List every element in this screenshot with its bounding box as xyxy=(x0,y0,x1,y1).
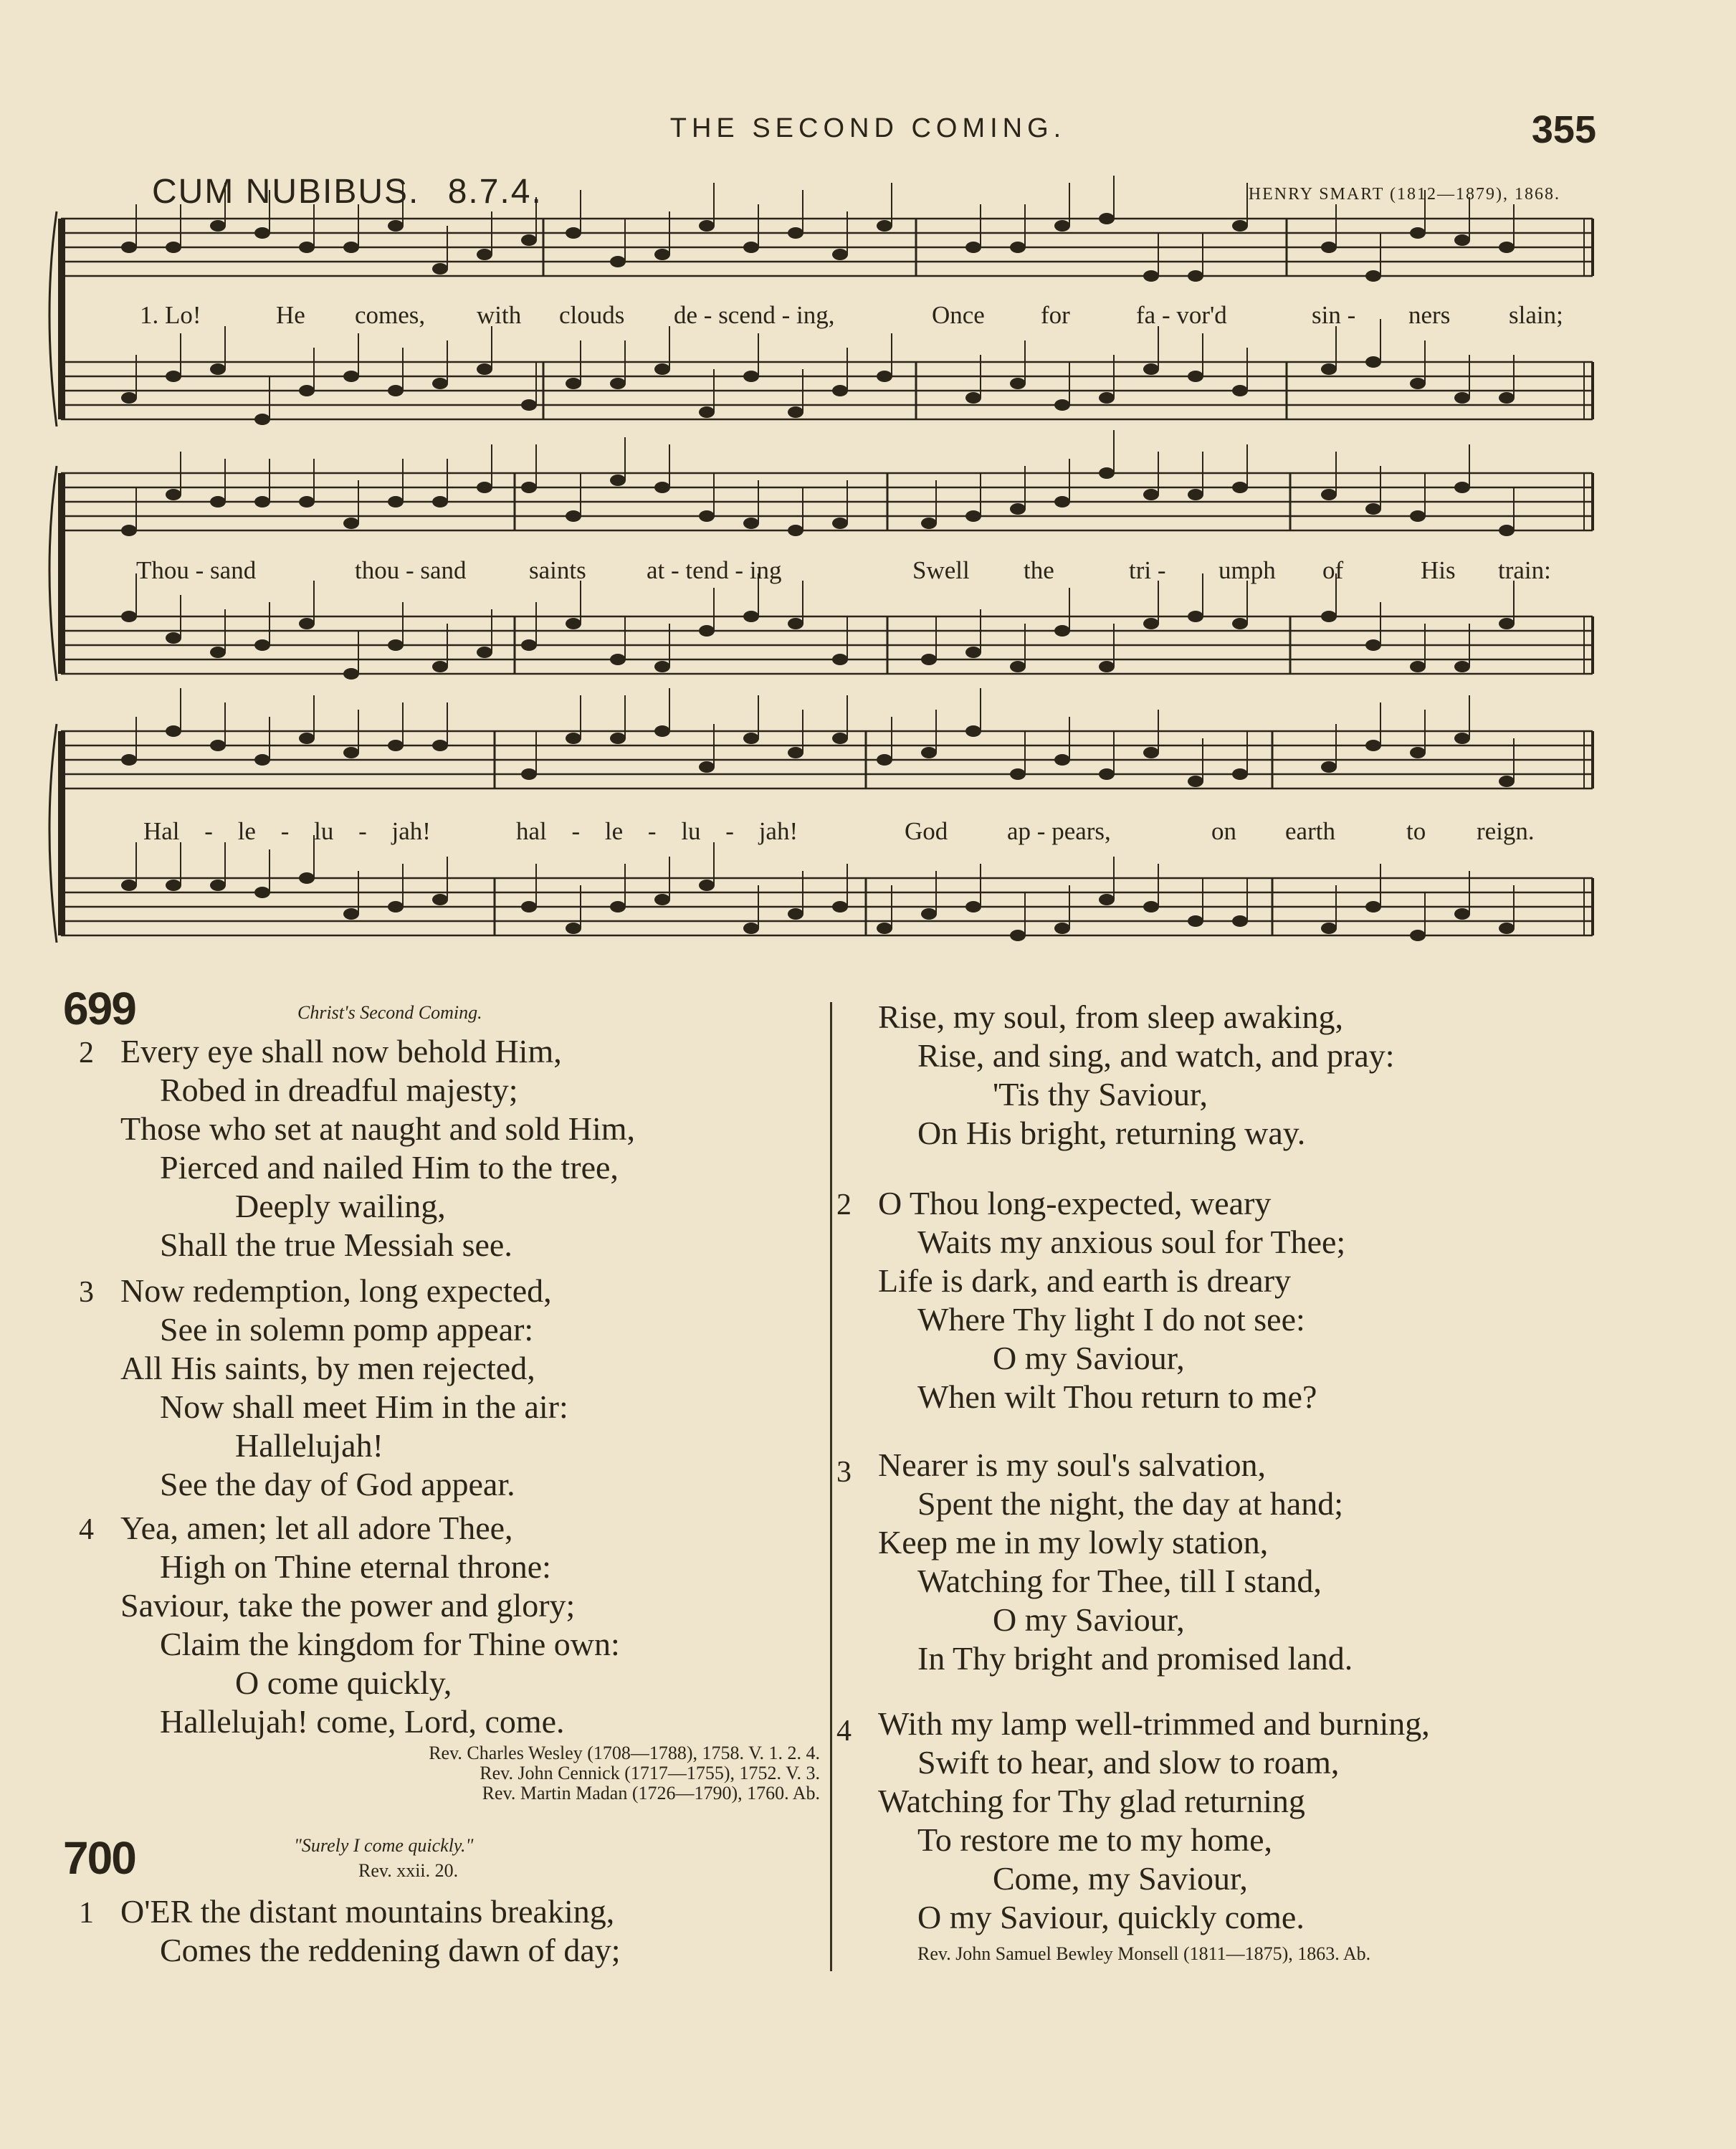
lyric-syllable: reign. xyxy=(1477,817,1535,845)
lyric-syllable: ap - pears, xyxy=(1007,817,1111,845)
verse-line: Saviour, take the power and glory; xyxy=(120,1587,576,1624)
verse-line: Every eye shall now behold Him, xyxy=(120,1033,562,1069)
lyric-syllable: Thou - sand xyxy=(136,556,257,584)
verse-number: 3 xyxy=(79,1276,94,1309)
hymn-699-verse-3 xyxy=(79,1272,568,1504)
music-lyrics-line-3 xyxy=(0,817,1736,849)
lyric-syllable: clouds xyxy=(559,301,625,329)
credit-line: Rev. John Cennick (1717—1755), 1752. V. 3. xyxy=(480,1763,820,1783)
verse-line: Keep me in my lowly station, xyxy=(878,1524,1269,1560)
lyric-syllable: ners xyxy=(1408,301,1451,329)
verse-line: Nearer is my soul's salvation, xyxy=(878,1447,1267,1483)
verse-line: In Thy bright and promised land. xyxy=(917,1640,1353,1677)
running-title: THE SECOND COMING. xyxy=(669,113,1067,143)
verse-line: Spent the night, the day at hand; xyxy=(917,1485,1344,1522)
hymn-title-700: "Surely I come quickly." xyxy=(294,1835,474,1856)
hymn-number-700: 700 xyxy=(63,1832,135,1884)
verse-line: Robed in dreadful majesty; xyxy=(160,1072,518,1108)
lyric-syllable: He xyxy=(276,301,305,329)
lyric-syllable: Once xyxy=(932,301,985,329)
verse-line: Pierced and nailed Him to the tree, xyxy=(160,1149,619,1186)
lyric-syllable: umph xyxy=(1218,556,1276,584)
lyric-syllable: for xyxy=(1041,301,1070,329)
music-lyrics-line-2 xyxy=(0,556,1736,588)
verse-line: On His bright, returning way. xyxy=(917,1115,1306,1151)
verse-line: Now redemption, long expected, xyxy=(120,1272,552,1309)
verse-line: 'Tis thy Saviour, xyxy=(993,1076,1208,1112)
hymn-699-credits xyxy=(429,1743,820,1803)
verse-line: O my Saviour, xyxy=(993,1340,1185,1376)
column-divider xyxy=(830,1002,832,1971)
verse-line: Rise, my soul, from sleep awaking, xyxy=(878,999,1344,1035)
verse-line: Waits my anxious soul for Thee; xyxy=(917,1224,1346,1260)
verse-line: Claim the kingdom for Thine own: xyxy=(160,1626,620,1662)
hymn-700-verse-1-continued xyxy=(878,998,1395,1153)
verse-line: Now shall meet Him in the air: xyxy=(160,1388,568,1425)
lyric-syllable: hal - le - lu - jah! xyxy=(516,817,798,845)
verse-line: Watching for Thee, till I stand, xyxy=(917,1563,1322,1599)
tune-meter: 8.7.4. xyxy=(447,173,543,211)
verse-line: Hallelujah! xyxy=(235,1427,383,1464)
hymn-title-699: Christ's Second Coming. xyxy=(297,1002,482,1023)
verse-line: Hallelujah! come, Lord, come. xyxy=(160,1703,565,1740)
verse-number: 3 xyxy=(836,1456,852,1489)
verse-line: All His saints, by men rejected, xyxy=(120,1350,535,1386)
lyric-syllable: His xyxy=(1421,556,1456,584)
lyric-syllable: of xyxy=(1322,556,1344,584)
lyric-syllable: sin - xyxy=(1312,301,1356,329)
verse-line: See the day of God appear. xyxy=(160,1466,515,1502)
credit-line: Rev. Charles Wesley (1708—1788), 1758. V. 1. 2. 4. xyxy=(429,1743,820,1763)
lyric-syllable: tri - xyxy=(1129,556,1166,584)
hymn-699-verse-2 xyxy=(79,1032,636,1264)
lyric-syllable: Hal - le - lu - jah! xyxy=(143,817,431,845)
verse-line: O my Saviour, quickly come. xyxy=(917,1899,1305,1935)
hymn-699-verse-4 xyxy=(79,1509,620,1741)
verse-line: Swift to hear, and slow to roam, xyxy=(917,1744,1340,1781)
tune-title: CUM NUBIBUS. xyxy=(152,173,420,211)
hymn-700-credit: Rev. John Samuel Bewley Monsell (1811—1875), 1863. Ab. xyxy=(917,1943,1371,1964)
verse-line: O come quickly, xyxy=(235,1664,452,1701)
verse-line: Yea, amen; let all adore Thee, xyxy=(120,1510,513,1546)
hymn-700-verse-2 xyxy=(836,1184,1346,1416)
verse-line: Rise, and sing, and watch, and pray: xyxy=(917,1037,1395,1074)
lyric-syllable: de - scend - ing, xyxy=(674,301,835,329)
lyric-syllable: on xyxy=(1211,817,1236,845)
verse-line: High on Thine eternal throne: xyxy=(160,1548,551,1585)
hymn-700-verse-4 xyxy=(836,1705,1430,1937)
lyric-syllable: with xyxy=(477,301,522,329)
lyric-syllable: 1. Lo! xyxy=(140,301,201,329)
music-lyrics-line-1 xyxy=(0,301,1736,333)
verse-number: 2 xyxy=(836,1188,852,1221)
verse-line: O'ER the distant mountains breaking, xyxy=(120,1893,615,1930)
verse-line: With my lamp well-trimmed and burning, xyxy=(878,1705,1430,1742)
verse-line: Life is dark, and earth is dreary xyxy=(878,1262,1292,1299)
lyric-syllable: the xyxy=(1024,556,1054,584)
lyric-syllable: God xyxy=(905,817,948,845)
hymn-number-699: 699 xyxy=(63,983,135,1034)
page-number: 355 xyxy=(1531,108,1596,151)
verse-line: O Thou long-expected, weary xyxy=(878,1185,1272,1221)
verse-line: To restore me to my home, xyxy=(917,1821,1272,1858)
lyric-syllable: earth xyxy=(1285,817,1335,845)
verse-line: Watching for Thy glad returning xyxy=(878,1783,1305,1819)
lyric-syllable: slain; xyxy=(1509,301,1563,329)
scripture-reference: Rev. xxii. 20. xyxy=(358,1860,459,1881)
verse-line: When wilt Thou return to me? xyxy=(917,1378,1317,1415)
verse-number: 1 xyxy=(79,1897,94,1930)
verse-line: O my Saviour, xyxy=(993,1601,1185,1638)
verse-number: 4 xyxy=(836,1715,852,1748)
verse-line: Those who set at naught and sold Him, xyxy=(120,1110,636,1147)
credit-line: Rev. Martin Madan (1726—1790), 1760. Ab. xyxy=(482,1783,820,1803)
lyric-syllable: at - tend - ing xyxy=(647,556,782,584)
verse-number: 2 xyxy=(79,1037,94,1069)
verse-line: Comes the reddening dawn of day; xyxy=(160,1932,621,1968)
composer-credit: HENRY SMART (1812—1879), 1868. xyxy=(1248,185,1560,204)
lyric-syllable: fa - vor'd xyxy=(1136,301,1227,329)
verse-line: Deeply wailing, xyxy=(235,1188,446,1224)
lyric-syllable: saints xyxy=(529,556,586,584)
verse-line: Shall the true Messiah see. xyxy=(160,1226,512,1263)
verse-number: 4 xyxy=(79,1513,94,1546)
lyric-syllable: train: xyxy=(1498,556,1551,584)
lyric-syllable: to xyxy=(1406,817,1426,845)
verse-line: Where Thy light I do not see: xyxy=(917,1301,1305,1338)
hymn-700-verse-3 xyxy=(836,1446,1353,1678)
hymn-700-verse-1 xyxy=(79,1892,621,1970)
verse-line: See in solemn pomp appear: xyxy=(160,1311,534,1348)
lyric-syllable: Swell xyxy=(912,556,970,584)
verse-line: Come, my Saviour, xyxy=(993,1860,1248,1897)
lyric-syllable: comes, xyxy=(355,301,426,329)
lyric-syllable: thou - sand xyxy=(355,556,467,584)
